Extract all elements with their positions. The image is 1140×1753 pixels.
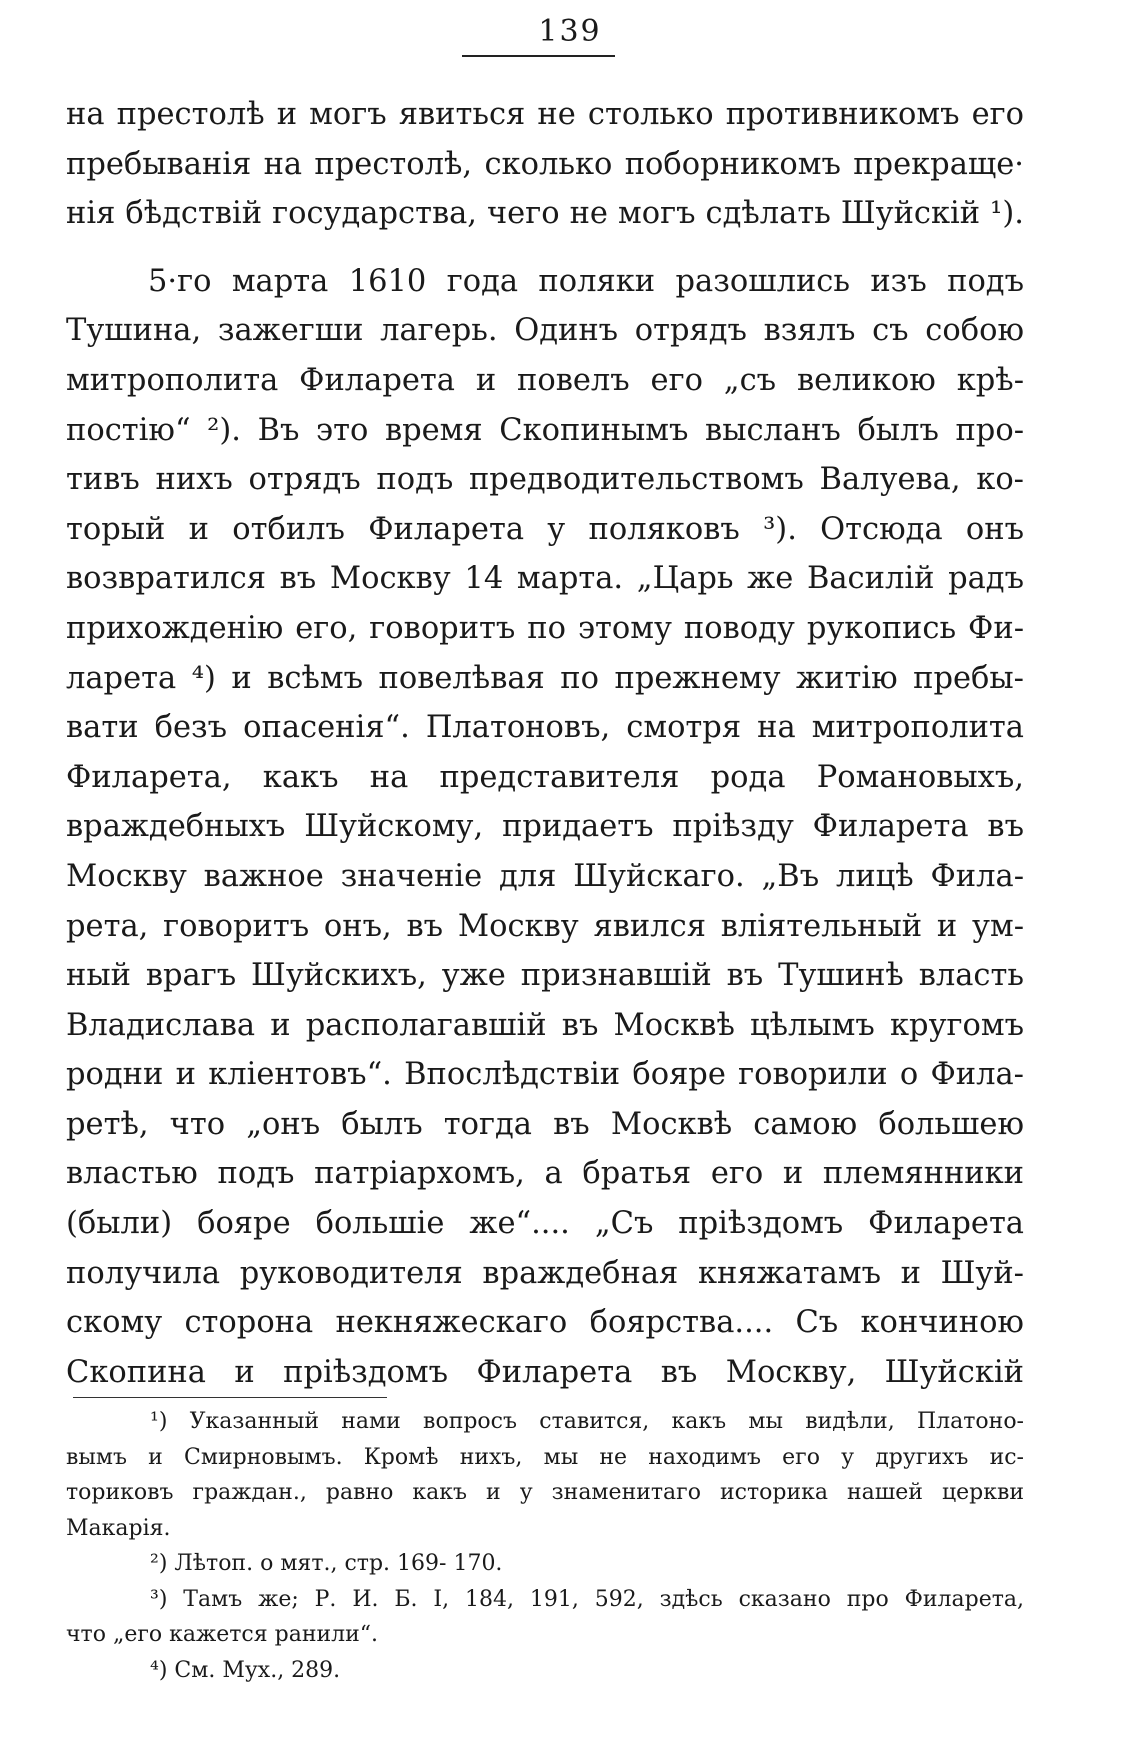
page-number-rule (462, 55, 615, 57)
text-line: властью подъ патріархомъ, а братья его и племянники (66, 1156, 1024, 1192)
text-line: Владислава и располагавшій въ Москвѣ цѣлымъ кругомъ (66, 1007, 1024, 1043)
text-line: пребыванія на престолѣ, сколько поборникомъ прекраще· (66, 146, 1024, 182)
text-line: ларета ⁴) и всѣмъ повелѣвая по прежнему житію пребы- (66, 660, 1024, 696)
footnote-line: ¹) Указанный нами вопросъ ставится, какъ мы видѣли, Платоно- (150, 1409, 1024, 1434)
footnote-line: ³) Тамъ же; Р. И. Б. I, 184, 191, 592, здѣсь сказано про Филарета, (150, 1586, 1024, 1612)
body-text (66, 90, 1024, 1397)
footnote-line: ⁴) См. Мух., 289. (150, 1657, 341, 1683)
text-line: (были) бояре большіе же“.... „Съ пріѣздомъ Филарета (66, 1206, 1024, 1242)
text-line: Тушина, зажегши лагерь. Одинъ отрядъ взялъ съ собою (66, 313, 1024, 349)
text-line: торый и отбилъ Филарета у поляковъ ³). Отсюда онъ (66, 511, 1024, 547)
text-line: возвратился въ Москву 14 марта. „Царь же Василій радъ (66, 561, 1024, 597)
text-line: Москву важное значеніе для Шуйскаго. „Въ лицѣ Фила- (66, 858, 1024, 894)
footnote-line: ториковъ граждан., равно какъ и у знаменитаго историка нашей церкви (66, 1480, 1024, 1505)
text-line: Скопина и пріѣздомъ Филарета въ Москву, Шуйскій (66, 1354, 1024, 1390)
page-number: 139 (538, 14, 602, 49)
text-line: 5·го марта 1610 года поляки разошлись изъ подъ (148, 263, 1024, 299)
text-line: нія бѣдствій государства, чего не могъ сдѣлать Шуйскій ¹). (66, 196, 1024, 232)
footnotes (66, 1404, 1024, 1688)
text-line: прихожденію его, говоритъ по этому поводу рукопись Фи- (66, 610, 1024, 646)
text-line: вати безъ опасенія“. Платоновъ, смотря на митрополита (66, 710, 1024, 746)
text-line: митрополита Филарета и повелъ его „съ великою крѣ- (66, 362, 1024, 398)
paragraph-gap (66, 239, 1024, 257)
text-line: на престолѣ и могъ явиться не столько противникомъ его (66, 97, 1024, 132)
footnote-line: вымъ и Смирновымъ. Кромѣ нихъ, мы не находимъ его у другихъ ис- (66, 1444, 1024, 1470)
text-line: постію“ ²). Въ это время Скопинымъ высланъ былъ про- (66, 412, 1024, 448)
text-line: тивъ нихъ отрядъ подъ предводительствомъ Валуева, ко- (66, 462, 1024, 498)
footnote-line: ²) Лѣтоп. о мят., стр. 169- 170. (150, 1551, 503, 1576)
text-line: враждебныхъ Шуйскому, придаетъ пріѣзду Филарета въ (66, 809, 1024, 845)
text-line: родни и кліентовъ“. Впослѣдствіи бояре говорили о Фила- (66, 1057, 1024, 1093)
text-line: скому сторона некняжескаго боярства.... Съ кончиною (66, 1305, 1024, 1341)
text-line: Филарета, какъ на представителя рода Романовыхъ, (66, 759, 1024, 795)
text-line: получила руководителя враждебная княжатамъ и Шуй- (66, 1255, 1024, 1291)
footnote-line: что „его кажется ранили“. (66, 1622, 379, 1647)
footnote-line: Макарія. (66, 1515, 171, 1541)
text-line: ретѣ, что „онъ былъ тогда въ Москвѣ самою большею (66, 1106, 1024, 1142)
text-line: ный врагъ Шуйскихъ, уже признавшій въ Тушинѣ власть (66, 958, 1024, 994)
text-line: рета, говоритъ онъ, въ Москву явился вліятельный и ум- (66, 908, 1024, 944)
footnote-rule (73, 1397, 387, 1398)
